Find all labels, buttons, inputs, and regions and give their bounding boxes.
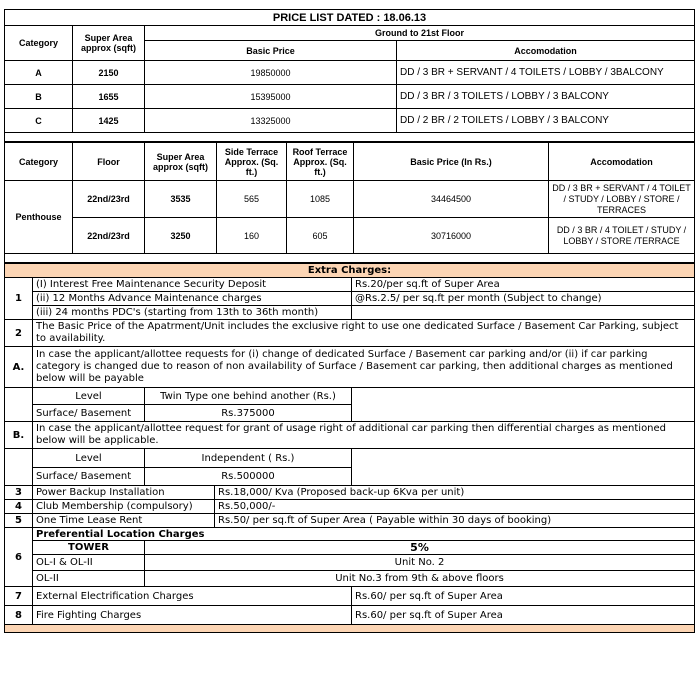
ph-header-super-area: Super Area approx (sqft) — [145, 143, 217, 181]
ph-header-floor: Floor — [73, 143, 145, 181]
ph-header-roof-terrace: Roof Terrace Approx. (Sq. ft.) — [287, 143, 354, 181]
table-row: 22nd/23rd 3250 160 605 30716000 DD / 3 BR / 4 TOILET / STUDY / LOBBY / STORE /TERRACE — [5, 218, 695, 254]
header-accomodation: Accomodation — [397, 41, 695, 61]
header-basic-price: Basic Price — [145, 41, 397, 61]
header-super-area: Super Area approx (sqft) — [73, 26, 145, 61]
header-category: Category — [5, 26, 73, 61]
extra-charges-title: Extra Charges: — [5, 264, 695, 278]
table-row: A 2150 19850000 DD / 3 BR + SERVANT / 4 TOILETS / LOBBY / 3BALCONY — [5, 61, 695, 85]
ph-header-category: Category — [5, 143, 73, 181]
ph-category: Penthouse — [5, 181, 73, 254]
header-floor-range: Ground to 21st Floor — [145, 26, 695, 41]
ph-header-side-terrace: Side Terrace Approx. (Sq. ft.) — [217, 143, 287, 181]
table-row: Penthouse 22nd/23rd 3535 565 1085 34464500 DD / 3 BR + SERVANT / 4 TOILET / STUDY / LOBBY / STORE / TERRACES — [5, 181, 695, 218]
ph-header-basic-price: Basic Price (In Rs.) — [354, 143, 549, 181]
extra-charges-table: Extra Charges: 1 (I) Interest Free Maintenance Security Deposit Rs.20/per sq.ft of Super Area (ii) 12 Months Advance Maintenance charges @Rs.2.5/ per sq.ft per month (Subject to change) (iii) 24 months PDC's (starting from 13th to 36th month) 2 The Basic Price of the Apatrment/Unit includes the exclusive right to use one dedicated Surface / Basement Car Parking, subject to availability. A. In case the applicant/allottee requests for (i) change of dedicated Surface / Basement car parking and/or (ii) if car parking category is changed due to reason of non availability of Surface / Basement car parking, then additional charges as mentioned below will be payable Level Twin Type one behind another (Rs.) Surface/ Basement Rs.375000 B. In case the applicant/allottee request for grant of usage right of additional car parking then differential charges as mentioned below will be applicable. Level Independent ( Rs.) Surface/ Basement Rs.500000 3 Power Backup Installation Rs.18,000/ Kva (Proposed back-up 6Kva per unit) 4 Club Membership (compulsory) Rs.50,000/- 5 One Time Lease Rent Rs.50/ per sq.ft of Super Area ( Payable within 30 days of booking) 6 Preferential Location Charges TOWER 5% OL-I & OL-II Unit No. 2 OL-II Unit No.3 from 9th & above floors 7 External Electrification Charges Rs.60/ per sq.ft of Super Area 8 Fire Fighting Charges Rs.60/ per sq.ft of Super Area — [4, 263, 695, 633]
penthouse-table — [4, 142, 695, 263]
price-table — [4, 9, 695, 142]
ph-header-accomodation: Accomodation — [549, 143, 695, 181]
table-row: C 1425 13325000 DD / 2 BR / 2 TOILETS / LOBBY / 3 BALCONY — [5, 109, 695, 133]
price-list-sheet — [4, 9, 694, 633]
sheet-title: PRICE LIST DATED : 18.06.13 — [5, 10, 695, 26]
table-row: B 1655 15395000 DD / 3 BR / 3 TOILETS / LOBBY / 3 BALCONY — [5, 85, 695, 109]
